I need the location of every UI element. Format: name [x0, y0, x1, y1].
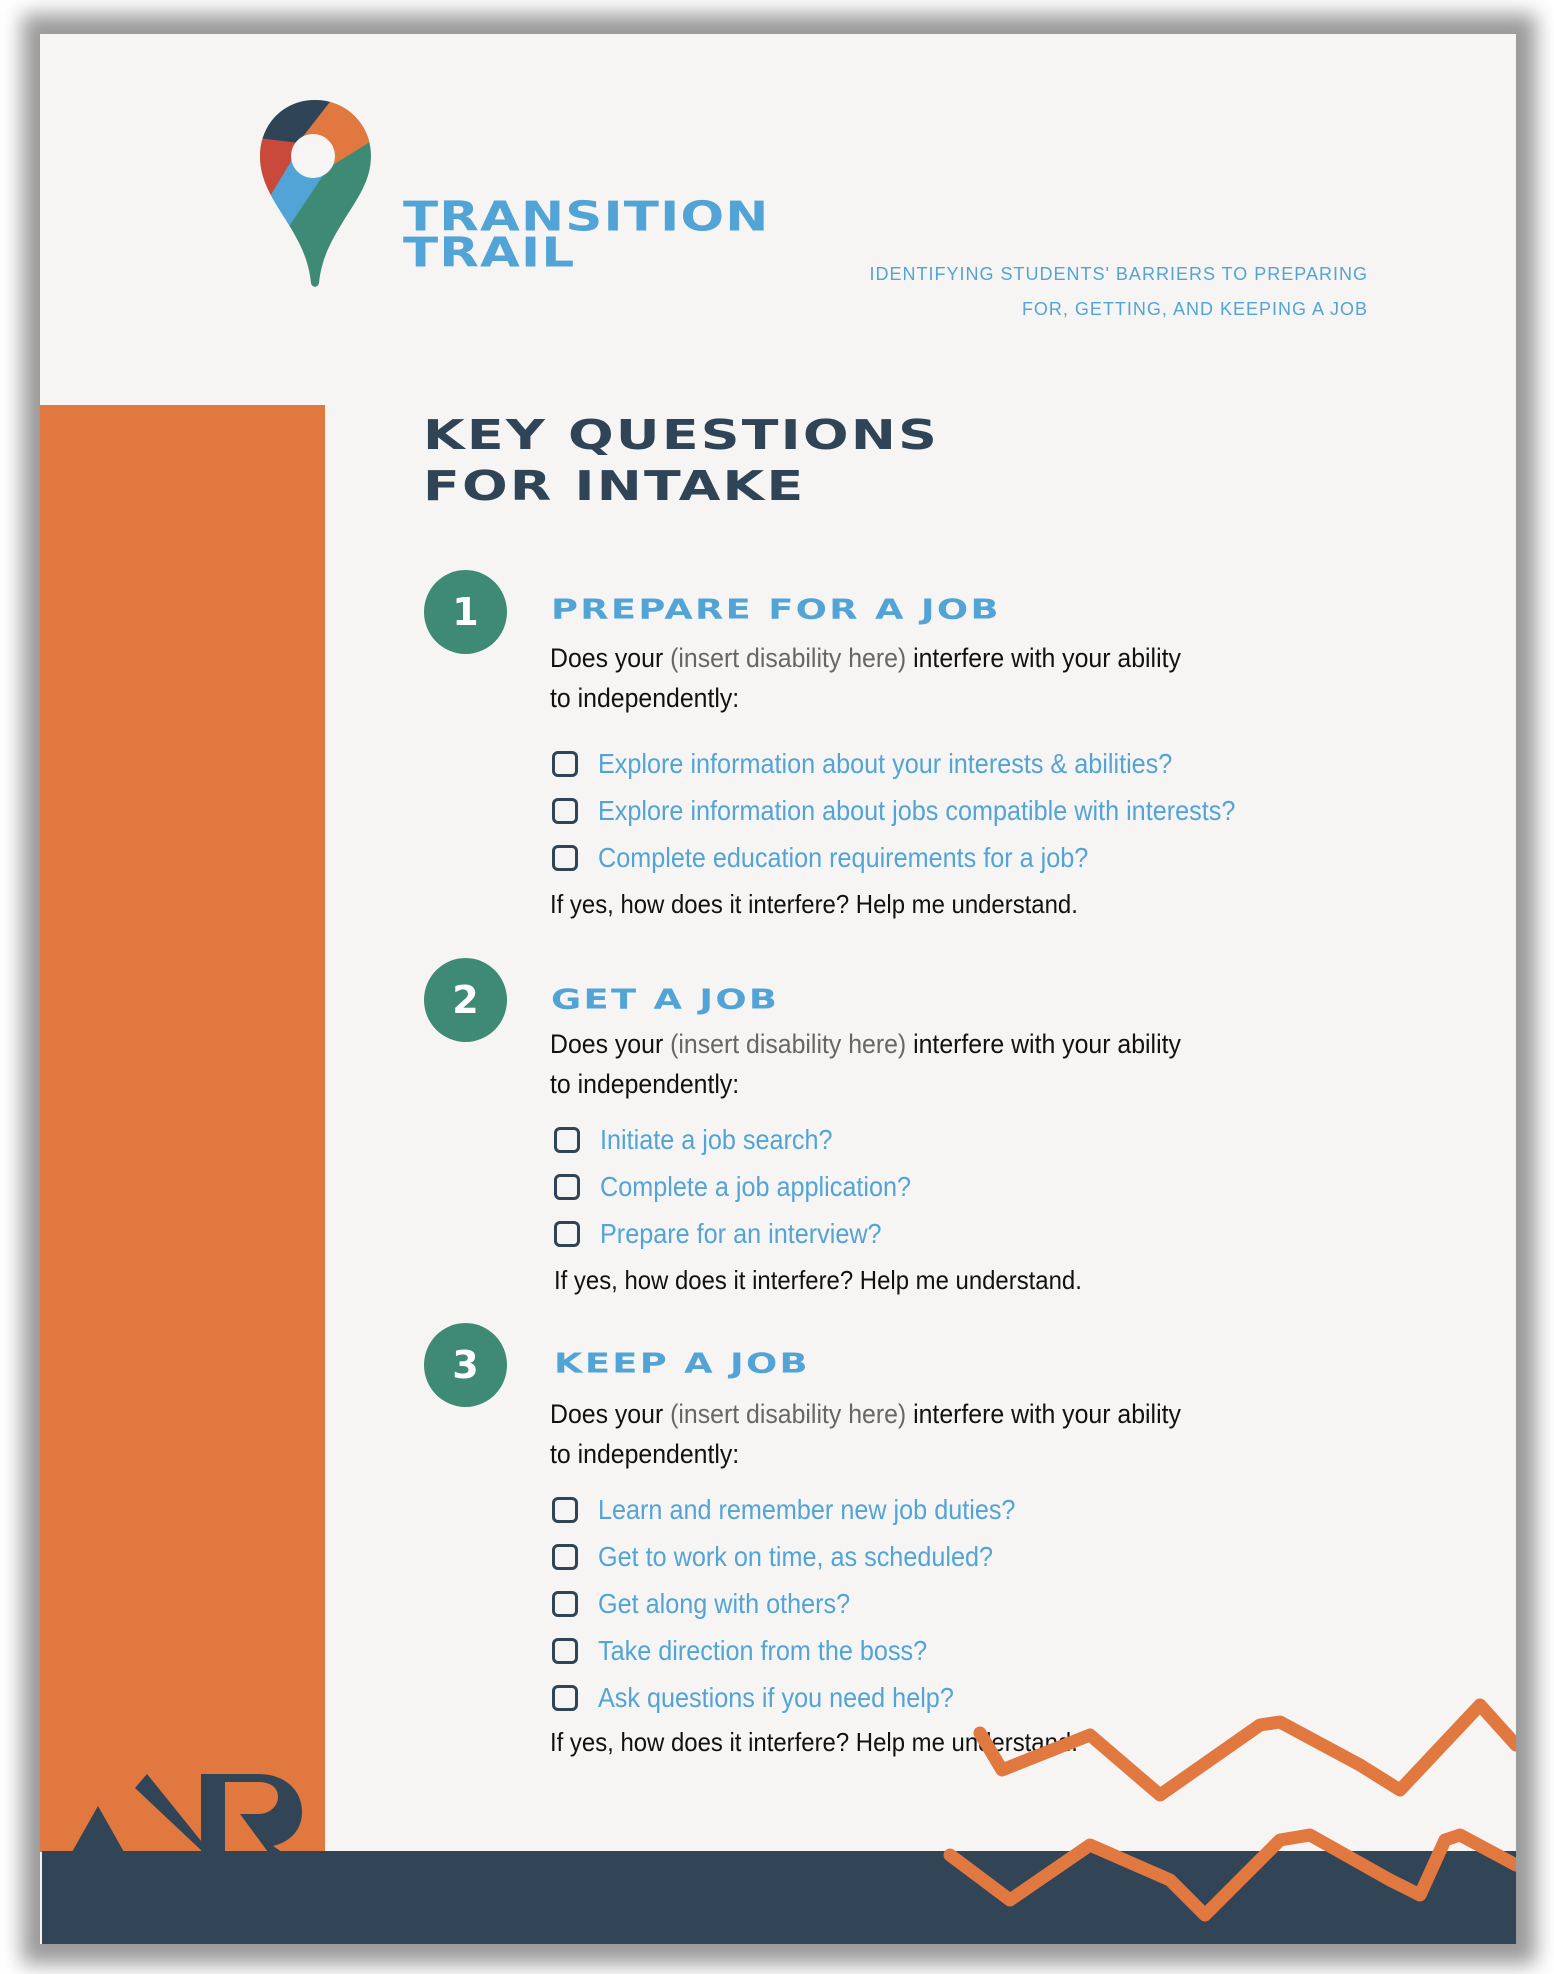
page-title [423, 410, 939, 512]
checkbox[interactable] [552, 751, 578, 777]
section-number-badge: 1 [424, 570, 507, 654]
checkbox[interactable] [554, 1127, 580, 1153]
checkbox[interactable] [552, 845, 578, 871]
subtitle [869, 257, 1368, 327]
section-heading: GET A JOB [551, 983, 780, 1016]
section-prompt: Does your (insert disability here) interfere with your ability to independently: [550, 1029, 1181, 1099]
section-prompt: Does your (insert disability here) interfere with your ability to independently: [550, 1399, 1181, 1469]
checklist-item[interactable]: Explore information about your interests & abilities? [552, 740, 1306, 787]
page-title-line-1: KEY QUESTIONS [423, 411, 940, 460]
disability-placeholder: (insert disability here) [670, 643, 907, 673]
checklist-item[interactable]: Initiate a job search? [554, 1116, 946, 1163]
brand-name [403, 191, 770, 277]
vr-logo-icon [70, 1754, 310, 1854]
checklist [552, 1486, 1062, 1721]
checkbox[interactable] [554, 1221, 580, 1247]
disability-placeholder: (insert disability here) [670, 1399, 907, 1429]
section-number-badge: 3 [424, 1323, 507, 1407]
checklist-item[interactable]: Explore information about jobs compatible with interests? [552, 787, 1306, 834]
subtitle-line-1: IDENTIFYING STUDENTS' BARRIERS TO PREPARING [869, 264, 1368, 284]
checkbox[interactable] [552, 1685, 578, 1711]
checkbox[interactable] [552, 1638, 578, 1664]
checkbox[interactable] [552, 798, 578, 824]
checklist-item[interactable]: Get along with others? [552, 1580, 1062, 1627]
section-prompt: Does your (insert disability here) interfere with your ability to independently: [550, 643, 1181, 713]
checklist-item[interactable]: Complete a job application? [554, 1163, 946, 1210]
checklist-item[interactable]: Ask questions if you need help? [552, 1674, 1062, 1721]
checklist-item[interactable]: Prepare for an interview? [554, 1210, 946, 1257]
checkbox[interactable] [552, 1544, 578, 1570]
page-title-line-2: FOR INTAKE [423, 462, 806, 511]
checklist [554, 1116, 946, 1257]
checklist [552, 740, 1306, 881]
brand-line-2: TRAIL [403, 227, 576, 277]
checklist-item[interactable]: Learn and remember new job duties? [552, 1486, 1062, 1533]
section-heading: KEEP A JOB [554, 1347, 810, 1380]
document-page [40, 34, 1516, 1944]
disability-placeholder: (insert disability here) [670, 1029, 907, 1059]
followup-text: If yes, how does it interfere? Help me understand. [550, 1727, 1078, 1757]
checkbox[interactable] [554, 1174, 580, 1200]
checkbox[interactable] [552, 1497, 578, 1523]
checklist-item[interactable]: Complete education requirements for a job? [552, 834, 1306, 881]
checklist-item[interactable]: Take direction from the boss? [552, 1627, 1062, 1674]
map-pin-icon [258, 98, 373, 288]
orange-side-block [40, 405, 325, 1852]
followup-text: If yes, how does it interfere? Help me understand. [554, 1265, 1082, 1295]
followup-text: If yes, how does it interfere? Help me understand. [550, 889, 1078, 919]
section-number-badge: 2 [424, 958, 507, 1042]
checkbox[interactable] [552, 1591, 578, 1617]
section-heading: PREPARE FOR A JOB [551, 593, 1001, 626]
checklist-item[interactable]: Get to work on time, as scheduled? [552, 1533, 1062, 1580]
brand-line-1: TRANSITION [403, 191, 770, 241]
subtitle-line-2: FOR, GETTING, AND KEEPING A JOB [1021, 299, 1368, 319]
footer-band [42, 1851, 1516, 1944]
